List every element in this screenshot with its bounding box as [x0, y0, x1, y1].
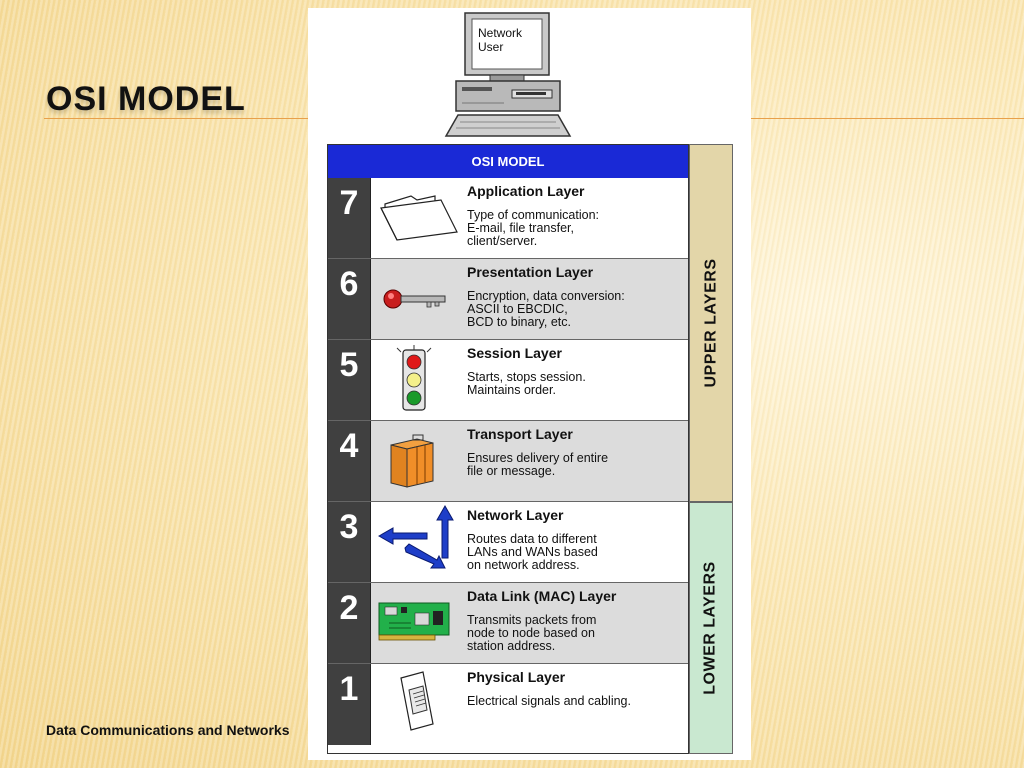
layer-description: Starts, stops session. Maintains order.: [467, 370, 586, 397]
layer-description: Ensures delivery of entire file or message.: [467, 451, 609, 478]
layer-name: Physical Layer: [467, 669, 566, 685]
computer-label-line1: Network: [478, 26, 523, 40]
upper-layers-group: [689, 144, 733, 502]
layer-row-5: [328, 340, 688, 421]
layer-name: Application Layer: [467, 183, 585, 199]
computer-label-line2: User: [478, 40, 504, 54]
computer-icon: [308, 8, 751, 144]
slide-title: OSI MODEL: [46, 80, 246, 118]
layer-description: Routes data to different LANs and WANs based on network address.: [467, 532, 598, 572]
layer-row-4: [328, 421, 688, 502]
layer-description: Type of communication: E-mail, file transfer, client/server.: [467, 208, 600, 248]
jack-icon: [371, 664, 467, 745]
layer-row-3: [328, 502, 688, 583]
layer-number: 4: [328, 421, 371, 501]
layer-description: Electrical signals and cabling.: [467, 694, 631, 708]
key-icon: [371, 259, 467, 339]
layer-name: Transport Layer: [467, 426, 573, 442]
layer-name: Network Layer: [467, 507, 564, 523]
traffic-light-icon: [371, 340, 467, 420]
layer-row-6: [328, 259, 688, 340]
upper-layers-label: UPPER LAYERS: [702, 258, 719, 388]
suitcase-icon: [371, 421, 467, 501]
layer-number: 3: [328, 502, 371, 582]
layer-number: 2: [328, 583, 371, 663]
layers-list: [328, 178, 688, 745]
layer-number: 7: [328, 178, 371, 258]
lower-layers-label: LOWER LAYERS: [702, 561, 720, 695]
layer-number: 6: [328, 259, 371, 339]
layer-description: Transmits packets from node to node based on station address.: [467, 613, 597, 653]
layer-row-7: [328, 178, 688, 259]
layer-name: Data Link (MAC) Layer: [467, 588, 617, 604]
layer-description: Encryption, data conversion: ASCII to EBCDIC, BCD to binary, etc.: [467, 289, 625, 329]
layer-name: Session Layer: [467, 345, 562, 361]
slide-footer: Data Communications and Networks: [46, 722, 290, 738]
layer-row-1: [328, 664, 688, 745]
folder-icon: [371, 178, 467, 258]
network-card-icon: [371, 583, 467, 663]
layer-number: 1: [328, 664, 371, 745]
osi-table-header: OSI MODEL: [328, 145, 688, 178]
layer-row-2: [328, 583, 688, 664]
computer-label: [478, 26, 522, 54]
layer-name: Presentation Layer: [467, 264, 594, 280]
lower-layers-group: [689, 502, 733, 754]
osi-figure: [308, 8, 751, 760]
arrows-icon: [371, 502, 467, 582]
layer-number: 5: [328, 340, 371, 420]
